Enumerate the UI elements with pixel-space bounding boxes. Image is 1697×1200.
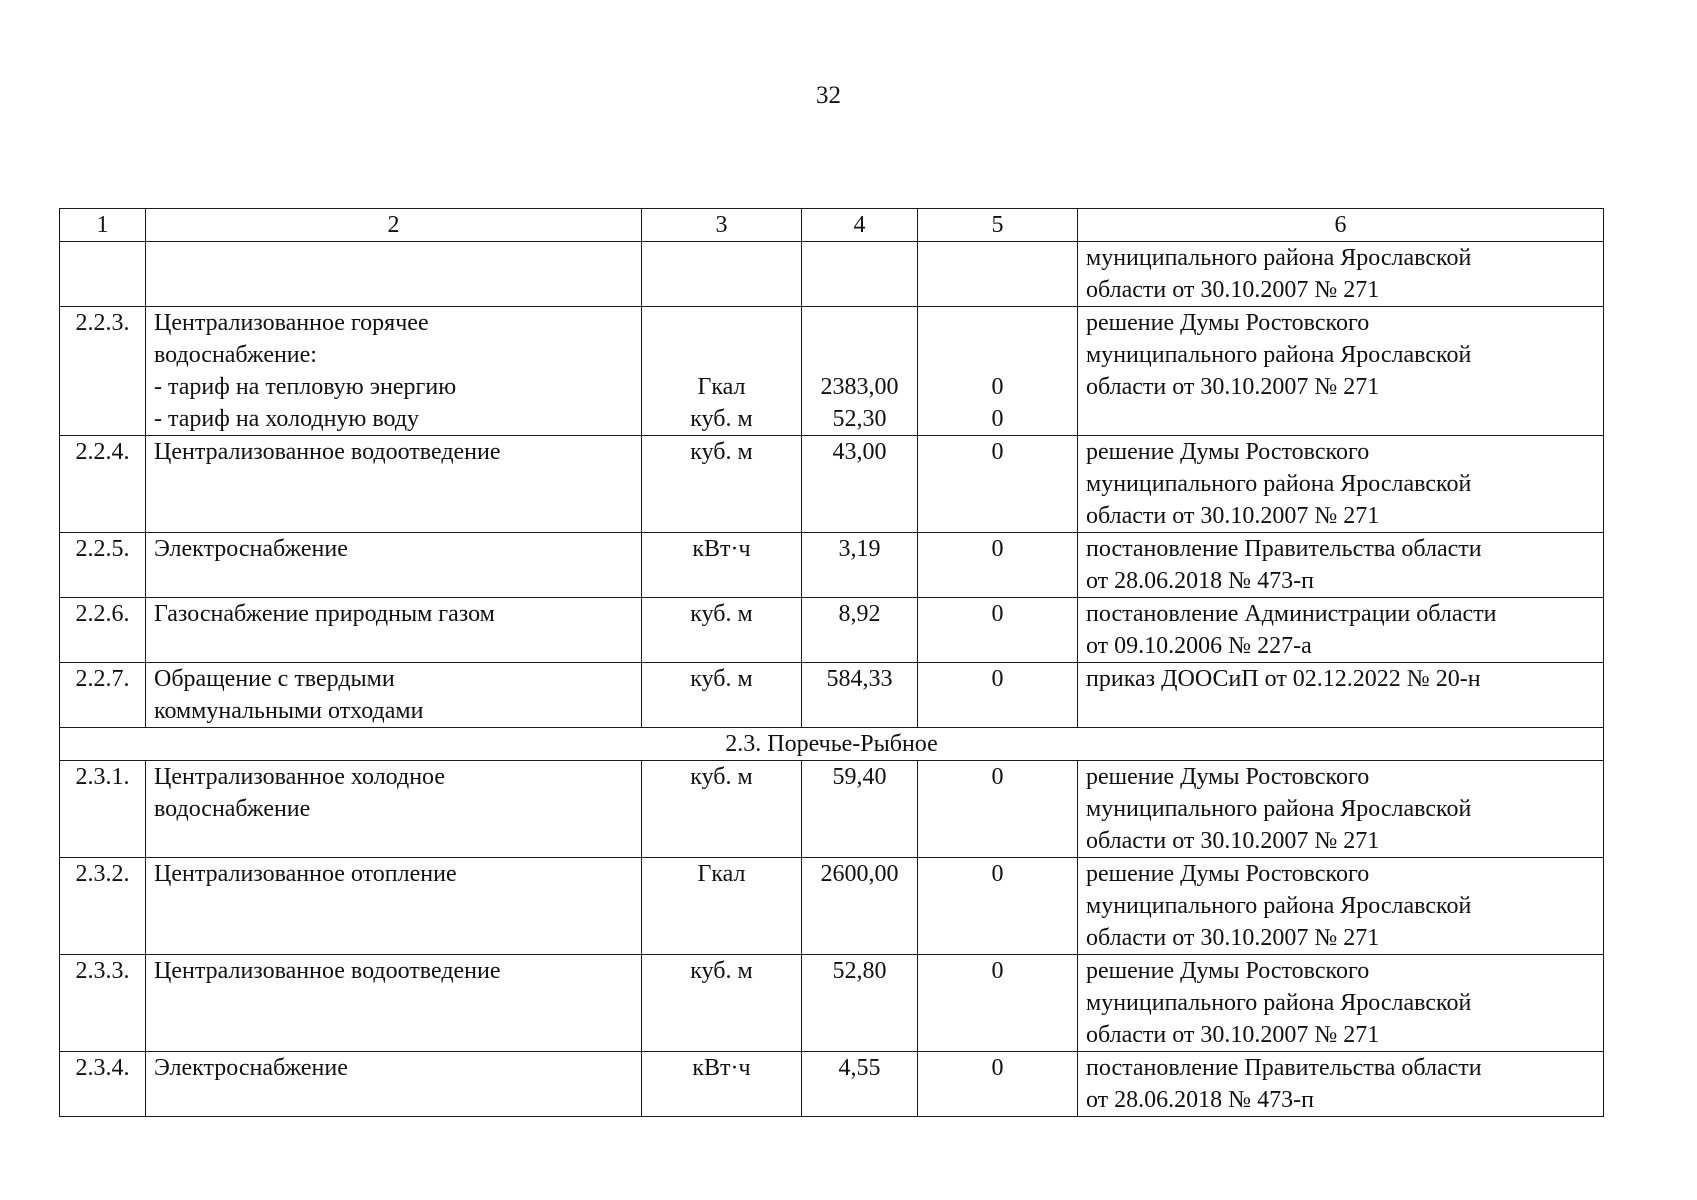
num-cell: 2.2.7. [60,663,146,728]
header-cell: 3 [642,209,802,242]
zero-line: 0 [991,666,1004,692]
header-row [60,209,1604,242]
unit-line: Гкал [697,861,746,887]
name-cell [146,858,642,955]
value-cell [802,533,918,598]
table-row [60,663,1604,728]
value-line: 43,00 [832,439,887,465]
unit-cell [642,242,802,307]
value-cell [802,663,918,728]
section-row [60,728,1604,761]
unit-line [650,339,793,371]
doc-line: от 28.06.2018 № 473-п [1086,1087,1314,1113]
table-row [60,436,1604,533]
doc-line: области от 30.10.2007 № 271 [1086,925,1380,951]
header-cell: 1 [60,209,146,242]
zero-cell [918,533,1078,598]
doc-cell [1078,598,1604,663]
doc-line: решение Думы Ростовского [1086,958,1370,984]
unit-line: Гкал [697,374,746,400]
unit-cell [642,761,802,858]
zero-line: 0 [991,536,1004,562]
zero-line: 0 [991,439,1004,465]
name-cell [146,307,642,436]
header-cell: 2 [146,209,642,242]
doc-line: области от 30.10.2007 № 271 [1086,277,1380,303]
table-row [60,955,1604,1052]
name-line: водоснабжение [154,796,311,822]
name-cell [146,955,642,1052]
value-line: 2383,00 [820,374,899,400]
doc-cell [1078,663,1604,728]
doc-line: приказ ДООСиП от 02.12.2022 № 20-н [1086,666,1481,692]
doc-line: решение Думы Ростовского [1086,764,1370,790]
name-line: Централизованное отопление [154,861,457,887]
zero-line: 0 [991,601,1004,627]
num-cell: 2.2.5. [60,533,146,598]
doc-cell [1078,761,1604,858]
doc-cell [1078,858,1604,955]
value-cell [802,1052,918,1117]
header-cell: 5 [918,209,1078,242]
name-line: Электроснабжение [154,536,348,562]
doc-line: области от 30.10.2007 № 271 [1086,503,1380,529]
doc-line: муниципального района Ярославской [1086,245,1472,271]
doc-cell [1078,955,1604,1052]
name-line: коммунальными отходами [154,698,424,724]
num-cell: 2.2.3. [60,307,146,436]
zero-cell [918,242,1078,307]
doc-line: области от 30.10.2007 № 271 [1086,828,1380,854]
unit-cell [642,1052,802,1117]
num-cell [60,242,146,307]
num-cell: 2.2.4. [60,436,146,533]
num-cell: 2.3.4. [60,1052,146,1117]
doc-line: муниципального района Ярославской [1086,796,1472,822]
zero-cell [918,307,1078,436]
doc-line: муниципального района Ярославской [1086,893,1472,919]
doc-line: области от 30.10.2007 № 271 [1086,374,1380,400]
value-line: 8,92 [838,601,881,627]
section-title: 2.3. Поречье-Рыбное [60,728,1604,761]
zero-line [926,339,1069,371]
table-row [60,307,1604,436]
zero-line: 0 [991,861,1004,887]
doc-cell [1078,307,1604,436]
zero-cell [918,1052,1078,1117]
value-cell [802,307,918,436]
unit-line: куб. м [690,439,753,465]
value-line: 59,40 [832,764,887,790]
table-row [60,761,1604,858]
unit-line: куб. м [690,764,753,790]
value-line: 3,19 [838,536,881,562]
doc-line: решение Думы Ростовского [1086,439,1370,465]
zero-line: 0 [991,764,1004,790]
unit-cell [642,955,802,1052]
unit-line: куб. м [690,601,753,627]
name-cell [146,598,642,663]
name-line: Электроснабжение [154,1055,348,1081]
unit-cell [642,533,802,598]
name-cell [146,436,642,533]
zero-cell [918,761,1078,858]
value-line: 2600,00 [820,861,899,887]
tariff-table [59,208,1604,1117]
value-line: 52,80 [832,958,887,984]
unit-line: кВт·ч [692,536,751,562]
unit-cell [642,858,802,955]
value-line: 4,55 [838,1055,881,1081]
unit-line [650,307,793,339]
zero-line [926,307,1069,339]
unit-cell [642,307,802,436]
name-cell [146,533,642,598]
table-row [60,858,1604,955]
num-cell: 2.3.3. [60,955,146,1052]
name-line: Централизованное холодное [154,764,445,790]
doc-line: области от 30.10.2007 № 271 [1086,1022,1380,1048]
name-line: Централизованное горячее [154,310,429,336]
doc-line: постановление Правительства области [1086,536,1482,562]
table-row [60,1052,1604,1117]
zero-line: 0 [991,374,1004,400]
name-line: Газоснабжение природным газом [154,601,495,627]
value-line [810,307,909,339]
zero-cell [918,858,1078,955]
value-cell [802,955,918,1052]
doc-line: от 28.06.2018 № 473-п [1086,568,1314,594]
zero-line: 0 [991,1055,1004,1081]
num-cell: 2.3.2. [60,858,146,955]
name-line: - тариф на тепловую энергию [154,374,457,400]
doc-line: постановление Правительства области [1086,1055,1482,1081]
doc-cell [1078,533,1604,598]
continuation-row [60,242,1604,307]
name-line: - тариф на холодную воду [154,406,420,432]
doc-line: муниципального района Ярославской [1086,990,1472,1016]
zero-cell [918,436,1078,533]
doc-line: муниципального района Ярославской [1086,342,1472,368]
num-cell: 2.2.6. [60,598,146,663]
unit-line: кВт·ч [692,1055,751,1081]
value-line: 52,30 [832,406,887,432]
value-line: 584,33 [826,666,893,692]
value-cell [802,242,918,307]
unit-line: куб. м [690,406,753,432]
zero-cell [918,598,1078,663]
zero-line: 0 [991,958,1004,984]
name-line: водоснабжение: [154,342,317,368]
doc-line: муниципального района Ярославской [1086,471,1472,497]
value-cell [802,598,918,663]
doc-cell [1078,436,1604,533]
num-cell: 2.3.1. [60,761,146,858]
doc-line: от 09.10.2006 № 227-а [1086,633,1312,659]
name-line: Централизованное водоотведение [154,439,501,465]
name-line: Обращение с твердыми [154,666,395,692]
name-line: Централизованное водоотведение [154,958,501,984]
doc-line: решение Думы Ростовского [1086,310,1370,336]
value-line [810,339,909,371]
header-cell: 4 [802,209,918,242]
zero-line: 0 [991,406,1004,432]
doc-cell [1078,1052,1604,1117]
unit-cell [642,598,802,663]
zero-cell [918,955,1078,1052]
doc-cell [1078,242,1604,307]
value-cell [802,761,918,858]
unit-line: куб. м [690,958,753,984]
doc-line: решение Думы Ростовского [1086,861,1370,887]
table-row [60,598,1604,663]
zero-cell [918,663,1078,728]
header-cell: 6 [1078,209,1604,242]
name-cell [146,663,642,728]
name-cell [146,1052,642,1117]
table-row [60,533,1604,598]
unit-cell [642,663,802,728]
unit-line: куб. м [690,666,753,692]
doc-line: постановление Администрации области [1086,601,1497,627]
value-cell [802,436,918,533]
name-cell [146,761,642,858]
page-number: 32 [816,82,841,109]
name-cell [146,242,642,307]
value-cell [802,858,918,955]
unit-cell [642,436,802,533]
